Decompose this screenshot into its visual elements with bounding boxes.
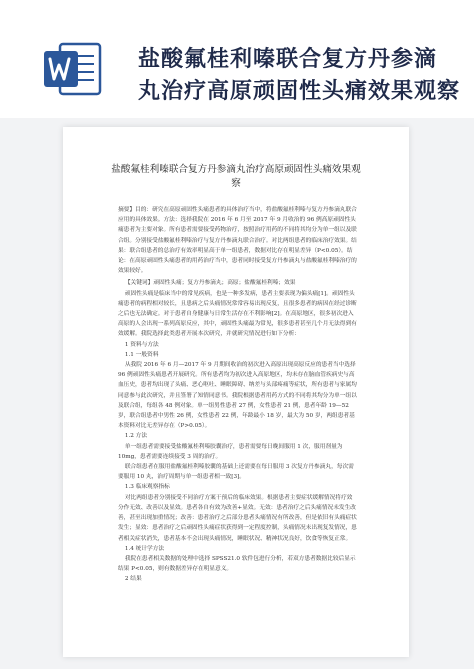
subsection-heading: 1.1 一般资料 (124, 351, 159, 358)
subsection-heading: 1.4 统计学方法 (124, 545, 165, 552)
intro-paragraph: 顽固性头痛是临床当中的常见疾病，也是一种多发病，患者主要表现为偏头痛[1]。顽固性头痛患者的病程相对较长，且患病之后头痛情况常常容易出现反复，且很多患者的病因在经过诊断之后也无法确定。对于患者自身健康与日常生活存在不利影响[2]。在高原地区，很多初次进入高原的人会出现一系列高原反应，其中，顽固性头痛最为常见，很多患者甚至几个月无法得到有效缓解。我院选择此类患者开展本次研究，并就研究情况进行如下分析： (118, 290, 357, 338)
document-title-line-1: 盐酸氟桂利嗪联合复方丹参滴丸治疗高原顽固性头痛效果观 (111, 164, 361, 175)
document-body (118, 205, 357, 585)
statistics-paragraph: 我院在患者相关数据的处理中选择 SPSS21.0 软件包进行分析，若双方患者数据比较后显示结果 P<0.05，则有数据差异存在明显意义。 (118, 555, 356, 573)
section-heading: 1 资料与方法 (124, 341, 159, 348)
document-page (63, 127, 409, 657)
method-paragraph-1: 单一组患者需要接受盐酸氟桂利嗪胶囊治疗，患者需要每日晚间服用 1 次，服用剂量为 10mg，患者需要连续接受 3 周的治疗。 (118, 443, 343, 460)
document-title (79, 163, 393, 191)
page-title-line-1: 盐酸氟桂利嗪联合复方丹参滴 (138, 47, 438, 72)
document-title-line-2: 察 (231, 178, 241, 189)
page-title-line-2: 丸治疗高原顽固性头痛效果观察 (138, 79, 461, 104)
word-document-icon (42, 38, 104, 100)
method-paragraph-2: 联合组患者在服用盐酸氟桂利嗪胶囊的基础上还需要在每日服用 3 次复方丹参滴丸，每次需要服用 10 丸，治疗周期与单一组患者相一致[3]。 (118, 464, 354, 481)
abstract-paragraph: 摘要】目的：研究在高原顽固性头痛患者的具体治疗当中，将盐酸氟桂利嗪与复方丹参滴丸联合应用的具体效果。方法：选择我院在 2016 年 6 月至 2017 年 9 月收治的 96 例高原顽固性头痛患者为主要对象。所有患者需要接受药物治疗，按照治疗用药的不同将其均分为单一组以及联合组。分别接受盐酸氟桂利嗪治疗与复方丹参滴丸联合治疗。对比两组患者的临床治疗效果。结果：联合组患者的总治疗有效率明显高于单一组患者，数据对比存在明显差异（P<0.05）。结论：在高原顽固性头痛患者的用药治疗当中，患者同时接受复方丹参滴丸与盐酸氟桂利嗪治疗的效果较好。 (118, 207, 357, 275)
section-heading: 2 结果 (124, 576, 142, 583)
keywords-paragraph: 【关键词】顽固性头痛；复方丹参滴丸；高原；盐酸氟桂利嗪；效果 (124, 280, 296, 287)
observation-paragraph: 对比两组患者分别接受不同治疗方案干预后的临床效果。根据患者主要症状缓解情况将疗效分作无效、改善以及显效。患者各自有效为改善+显效。无效：患者治疗之后头痛情况未发生改善，甚至出现加重情况；改善：患者治疗之后部分患者头痛情况有所改善，但是依旧有头痛症状发生；显效：患者治疗之后顽固性头痛症状获得到一定程度控制，头痛情况未出现复发情况，患者相关症状消失，患者基本不会出现头痛情况，睡眠状况、精神状况良好，饮食等恢复正常。 (118, 494, 357, 542)
general-data-paragraph: 从我院 2016 年 6 月—2017 年 9 月期间收治的初次进入高原出现高原反应的患者当中选择 96 例顽固性头痛患者开展研究。所有患者均为初次进入高原地区，均未存在脑血管疾病史与高血压史，患者均出现了头痛、恶心呕吐、睡眠障碍、纳差与头部疼痛等症状，所有患者与家属均同意参与此次研究，并且签署了知情同意书。我院根据患者用药方式的不同将其均分为单一组以及联合组，每组各 48 例对象。单一组男性患者 27 例，女性患者 21 例，患者年龄 19—52 岁，联合组患者中男性 26 例，女性患者 22 例，年龄最小 18 岁，最大为 50 岁，两组患者基本资料对比无差异存在（P>0.05）。 (118, 362, 357, 430)
subsection-heading: 1.2 方法 (124, 433, 148, 440)
subsection-heading: 1.3 临床观察指标 (124, 484, 170, 491)
header (0, 0, 474, 118)
